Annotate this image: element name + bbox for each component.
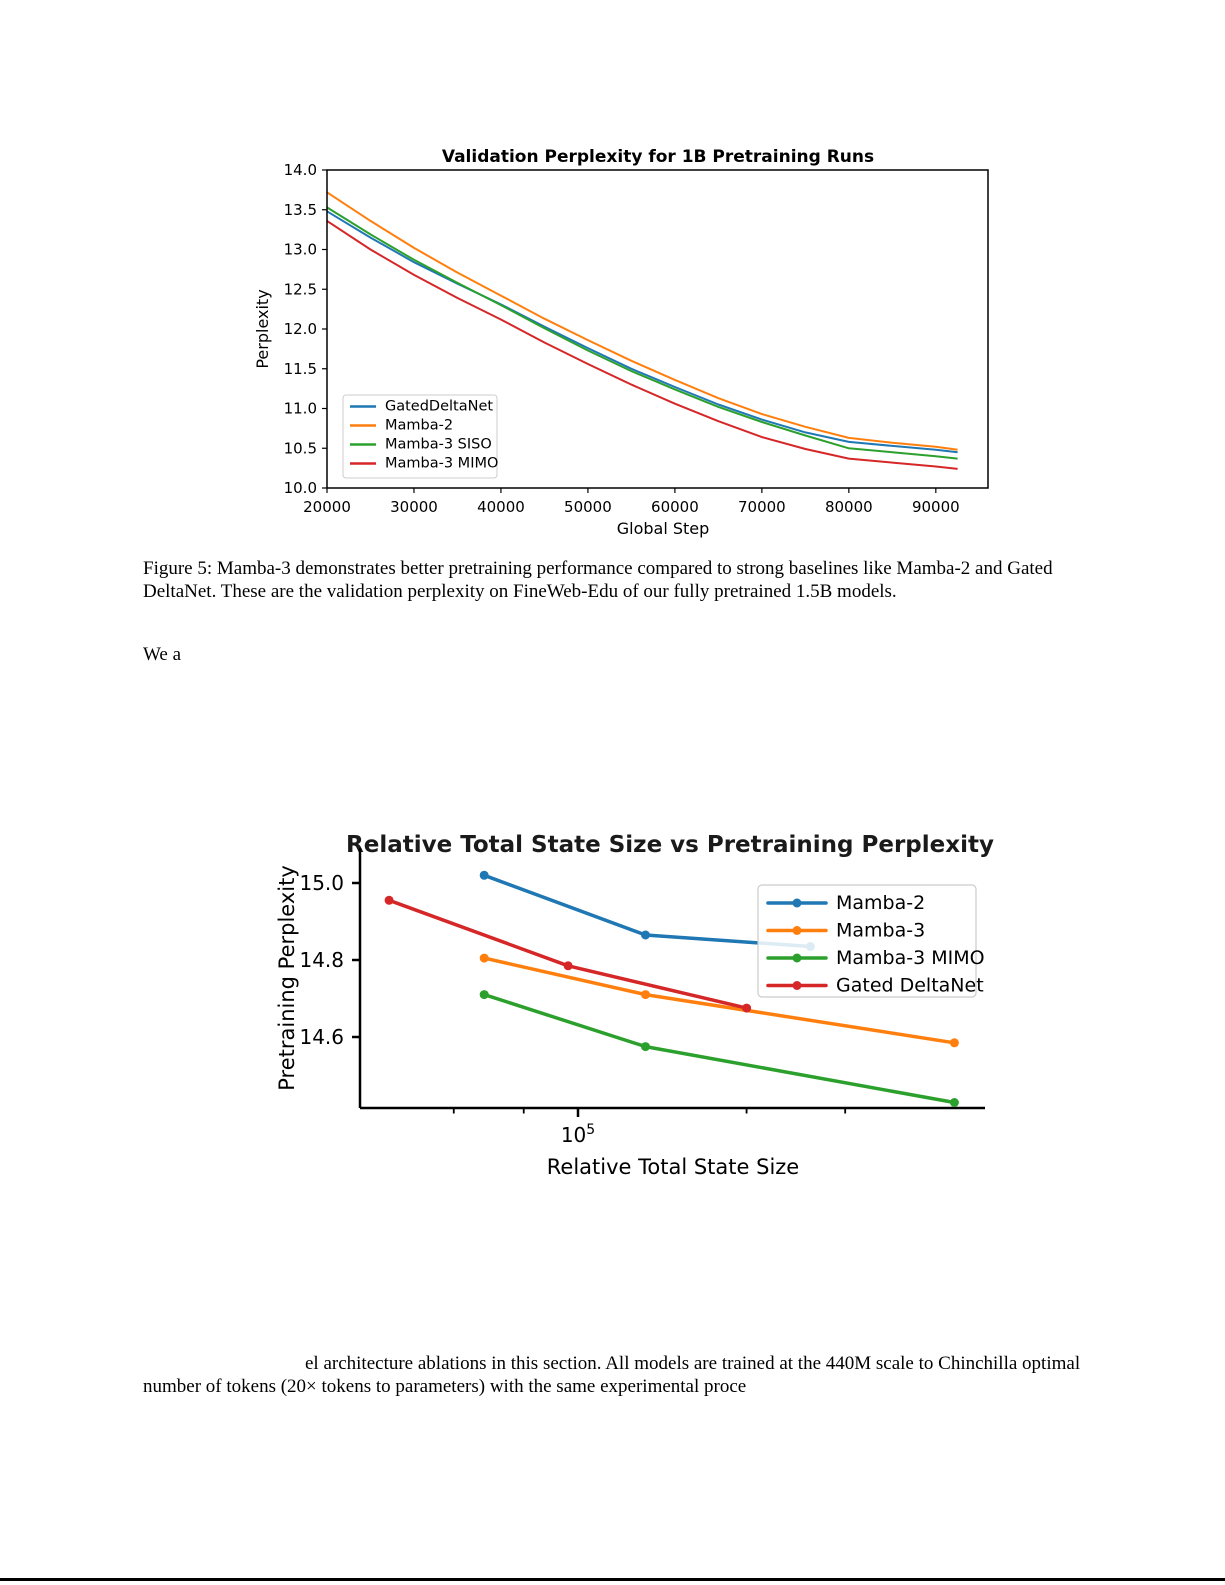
- bottom-paragraph: [143, 1352, 1123, 1398]
- data-point-marker: [641, 1042, 650, 1051]
- x-tick-label: 30000: [390, 498, 438, 516]
- chart-title: Relative Total State Size vs Pretraining Perplexity: [346, 832, 994, 858]
- legend-marker: [793, 926, 802, 935]
- legend-label: Mamba-3 MIMO: [836, 947, 985, 969]
- bottom-paragraph-line2: number of tokens (20× tokens to parameters) with the same experimental proce: [143, 1376, 747, 1397]
- figure5-caption-line2: DeltaNet. These are the validation perplexity on FineWeb-Edu of our fully pretrained 1.5B models.: [143, 581, 897, 602]
- x-tick-label: 50000: [564, 498, 612, 516]
- legend-label: Mamba-2: [836, 892, 926, 914]
- data-point-marker: [641, 931, 650, 940]
- data-point-marker: [385, 896, 394, 905]
- x-tick-label: 40000: [477, 498, 525, 516]
- x-axis: [454, 1108, 845, 1179]
- x-axis-label: Relative Total State Size: [546, 1155, 800, 1179]
- x-tick-label: 80000: [824, 498, 873, 516]
- y-tick-label: 11.0: [283, 399, 317, 418]
- bottom-paragraph-line1: el architecture ablations in this section. All models are trained at the 440M scale to Chinchilla optimal: [305, 1353, 1081, 1374]
- y-tick-label: 11.5: [283, 359, 317, 378]
- y-tick-label: 14.0: [283, 161, 317, 179]
- x-axis-label: Global Step: [616, 519, 710, 538]
- y-tick-label: 12.5: [283, 280, 317, 299]
- legend-marker: [793, 899, 802, 908]
- data-point-marker: [480, 954, 489, 963]
- legend-label: GatedDeltaNet: [385, 398, 494, 415]
- legend-label: Mamba-2: [385, 417, 454, 434]
- y-tick-label: 10.0: [283, 479, 317, 497]
- y-tick-label: 13.5: [283, 200, 317, 219]
- x-tick-label: 90000: [911, 498, 960, 516]
- figure5-caption: [143, 557, 1123, 603]
- data-point-marker: [641, 990, 650, 999]
- figure5-caption-line1: Figure 5: Mamba-3 demonstrates better pretraining performance compared to strong baselines like Mamba-2 and Gated: [143, 558, 1053, 579]
- page-edge-line: [0, 1578, 1225, 1581]
- series-line: [484, 995, 954, 1103]
- data-point-marker: [564, 961, 573, 970]
- x-tick-label: $10^5$: [560, 1122, 596, 1147]
- x-tick-label: 60000: [651, 498, 699, 516]
- series-line: [389, 900, 746, 1008]
- y-axis: [275, 865, 360, 1091]
- legend-label: Gated DeltaNet: [836, 974, 984, 997]
- data-point-marker: [742, 1004, 751, 1013]
- validation-perplexity-chart: [230, 138, 1030, 543]
- data-point-marker: [950, 1038, 959, 1047]
- x-tick-label: 70000: [738, 498, 786, 516]
- x-axis: [303, 488, 960, 538]
- y-tick-label: 10.5: [283, 439, 317, 458]
- legend: [343, 395, 498, 478]
- chart-title: Validation Perplexity for 1B Pretraining Runs: [441, 147, 875, 167]
- legend: [758, 885, 985, 997]
- y-tick-label: 12.0: [283, 320, 317, 338]
- data-point-marker: [480, 871, 489, 880]
- data-point-marker: [950, 1098, 959, 1107]
- y-axis: [253, 161, 327, 497]
- legend-marker: [793, 954, 802, 963]
- x-tick-label: 20000: [303, 498, 351, 516]
- legend-label: Mamba-3 SISO: [385, 436, 492, 453]
- state-size-perplexity-chart: [230, 808, 1030, 1188]
- y-axis-label: Perplexity: [253, 289, 272, 369]
- legend-label: Mamba-3: [836, 919, 926, 942]
- paragraph-fragment: We a: [143, 644, 182, 665]
- y-tick-label: 14.8: [299, 948, 344, 972]
- y-tick-label: 13.0: [283, 240, 317, 259]
- legend-label: Mamba-3 MIMO: [385, 455, 499, 472]
- data-point-marker: [480, 990, 489, 999]
- y-tick-label: 15.0: [299, 871, 344, 895]
- y-axis-label: Pretraining Perplexity: [275, 865, 299, 1091]
- series-gated-deltanet: [385, 896, 751, 1013]
- legend-marker: [793, 981, 802, 990]
- y-tick-label: 14.6: [299, 1025, 344, 1049]
